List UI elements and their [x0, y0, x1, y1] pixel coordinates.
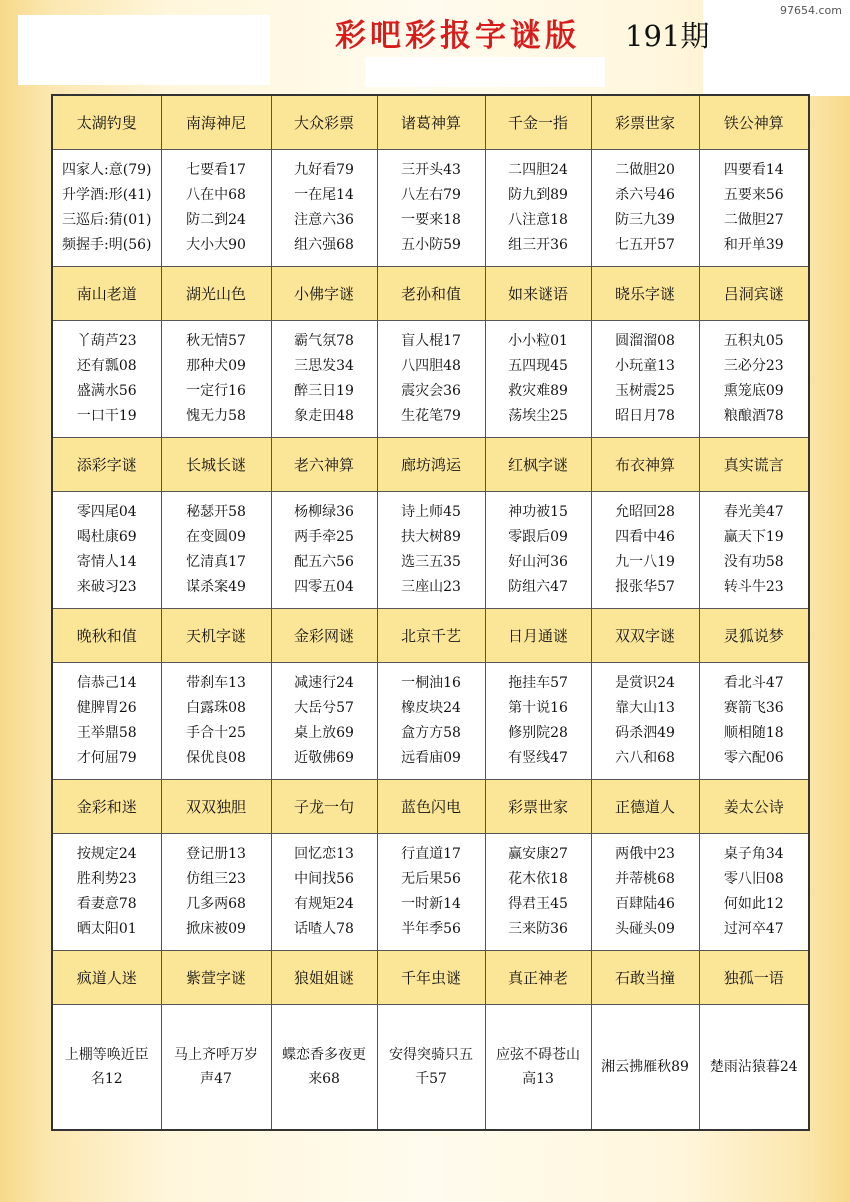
riddle-line: 一时新14: [401, 896, 461, 912]
riddle-line: 昭日月78: [615, 408, 675, 424]
riddle-line: 是赏识24: [615, 675, 675, 691]
column-source-name: 南山老道: [52, 267, 161, 321]
site-watermark: 97654.com: [780, 4, 842, 17]
header-row: [52, 267, 809, 321]
riddle-line: 得君王45: [508, 896, 568, 912]
riddle-line: 小玩童13: [615, 358, 675, 374]
riddle-line: 按规定24: [76, 846, 137, 862]
riddle-line: 零四尾04: [76, 504, 137, 520]
riddle-cell: [52, 150, 161, 267]
column-source-name: 诸葛神算: [377, 95, 485, 150]
riddle-line: 三思发34: [294, 358, 354, 374]
riddle-cell: [161, 663, 271, 780]
riddle-line: 防九到89: [508, 187, 568, 203]
riddle-line: 震灾会36: [401, 383, 461, 399]
riddle-line: 转斗牛23: [723, 579, 784, 595]
riddle-line: 橡皮块24: [401, 700, 461, 716]
riddle-cell: [591, 1005, 699, 1131]
riddle-line: 注意六36: [294, 212, 354, 228]
column-source-name: 小佛字谜: [271, 267, 377, 321]
riddle-grid: [51, 94, 810, 1131]
riddle-line: 还有瓢08: [76, 358, 137, 374]
riddle-line: 晒太阳01: [76, 921, 137, 937]
riddle-line: 玉树震25: [615, 383, 675, 399]
riddle-line: 春光美47: [723, 504, 784, 520]
riddle-cell: [485, 321, 591, 438]
page-title: 彩吧彩报字谜版: [335, 18, 580, 54]
riddle-line: 掀床被09: [186, 921, 246, 937]
column-source-name: 真实谎言: [699, 438, 809, 492]
riddle-line: 看北斗47: [723, 675, 784, 691]
riddle-line: 带刹车13: [186, 675, 246, 691]
blank-header-block-middle: [365, 57, 605, 87]
column-source-name: 姜太公诗: [699, 780, 809, 834]
riddle-line: 一要来18: [401, 212, 461, 228]
riddle-line: 有竖线47: [508, 750, 568, 766]
column-source-name: 千年虫谜: [377, 951, 485, 1005]
riddle-line: 选三五35: [401, 554, 461, 570]
riddle-line: 一在尾14: [294, 187, 354, 203]
riddle-line: 行直道17: [401, 846, 461, 862]
riddle-line: 回忆恋13: [294, 846, 354, 862]
riddle-poem-line: 四家人:意(79): [62, 162, 152, 178]
riddle-line: 荡埃尘25: [508, 408, 568, 424]
riddle-line: 五四现45: [508, 358, 568, 374]
riddle-line: 杀六号46: [615, 187, 675, 203]
column-source-name: 彩票世家: [485, 780, 591, 834]
riddle-line: 零六配06: [723, 750, 784, 766]
column-source-name: 湖光山色: [161, 267, 271, 321]
riddle-line: 二四胆24: [508, 162, 568, 178]
riddle-line: 没有功58: [723, 554, 784, 570]
riddle-line: 五要来56: [723, 187, 784, 203]
riddle-line: 三座山23: [401, 579, 461, 595]
riddle-line: 零跟后09: [508, 529, 568, 545]
riddle-line: 防组六47: [508, 579, 568, 595]
riddle-line: 五小防59: [401, 237, 461, 253]
riddle-line: 修别院28: [508, 725, 568, 741]
header-row: [52, 438, 809, 492]
riddle-cell: [699, 663, 809, 780]
riddle-line: 拖挂车57: [508, 675, 568, 691]
riddle-line: 桌上放69: [294, 725, 354, 741]
riddle-poem-line: 蝶恋香多夜更来68: [282, 1047, 366, 1087]
column-source-name: 狼姐姐谜: [271, 951, 377, 1005]
riddle-line: 花木依18: [508, 871, 568, 887]
riddle-line: 近敬佛69: [294, 750, 354, 766]
riddle-line: 七要看17: [186, 162, 246, 178]
riddle-line: 减速行24: [294, 675, 354, 691]
riddle-line: 圆溜溜08: [615, 333, 675, 349]
riddle-cell: [699, 1005, 809, 1131]
riddle-line: 神功被15: [508, 504, 568, 520]
riddle-line: 大小大90: [186, 237, 246, 253]
riddle-cell: [485, 663, 591, 780]
riddle-line: 胜利势23: [76, 871, 137, 887]
column-source-name: 千金一指: [485, 95, 591, 150]
riddle-cell: [271, 150, 377, 267]
riddle-poem-line: 应弦不碍苍山高13: [496, 1047, 580, 1087]
riddle-cell: [591, 150, 699, 267]
riddle-line: 过河卒47: [723, 921, 784, 937]
column-source-name: 子龙一句: [271, 780, 377, 834]
riddle-cell: [699, 834, 809, 951]
riddle-cell: [591, 834, 699, 951]
column-source-name: 紫萱字谜: [161, 951, 271, 1005]
riddle-line: 两俄中23: [615, 846, 675, 862]
column-source-name: 北京千艺: [377, 609, 485, 663]
riddle-line: 三必分23: [723, 358, 784, 374]
riddle-line: 八在中68: [186, 187, 246, 203]
column-source-name: 灵狐说梦: [699, 609, 809, 663]
riddle-line: 防三九39: [615, 212, 675, 228]
riddle-cell: [699, 321, 809, 438]
column-source-name: 日月通谜: [485, 609, 591, 663]
riddle-cell: [52, 834, 161, 951]
riddle-line: 五积丸05: [723, 333, 784, 349]
riddle-line: 桌子角34: [723, 846, 784, 862]
riddle-line: 组六强68: [294, 237, 354, 253]
riddle-poem-line: 马上齐呼万岁声47: [174, 1047, 258, 1087]
riddle-line: 几多两68: [186, 896, 246, 912]
riddle-line: 头碰头09: [615, 921, 675, 937]
riddle-cell: [699, 492, 809, 609]
riddle-line: 健脾胃26: [76, 700, 137, 716]
riddle-cell: [377, 492, 485, 609]
riddle-cell: [52, 663, 161, 780]
riddle-line: 有规矩24: [294, 896, 354, 912]
column-source-name: 疯道人迷: [52, 951, 161, 1005]
riddle-line: 八注意18: [508, 212, 568, 228]
riddle-line: 粮酿酒78: [723, 408, 784, 424]
riddle-poem-line: 安得突骑只五千57: [389, 1047, 473, 1087]
riddle-cell: [161, 150, 271, 267]
riddle-line: 信恭己14: [76, 675, 137, 691]
column-source-name: 南海神尼: [161, 95, 271, 150]
riddle-line: 赢天下19: [723, 529, 784, 545]
riddle-line: 手合十25: [186, 725, 246, 741]
riddle-line: 一桐油16: [401, 675, 461, 691]
riddle-line: 六八和68: [615, 750, 675, 766]
riddle-line: 和开单39: [723, 237, 784, 253]
column-source-name: 双双字谜: [591, 609, 699, 663]
riddle-line: 好山河36: [508, 554, 568, 570]
column-source-name: 正德道人: [591, 780, 699, 834]
riddle-line: 保优良08: [186, 750, 246, 766]
column-source-name: 吕洞宾谜: [699, 267, 809, 321]
riddle-line: 八左右79: [401, 187, 461, 203]
column-source-name: 布衣神算: [591, 438, 699, 492]
riddle-line: 码杀泗49: [615, 725, 675, 741]
riddle-line: 忆清真17: [186, 554, 246, 570]
riddle-line: 半年季56: [401, 921, 461, 937]
riddle-cell: [377, 1005, 485, 1131]
riddle-cell: [377, 663, 485, 780]
riddle-cell: [591, 492, 699, 609]
riddle-line: 顺相随18: [723, 725, 784, 741]
riddle-line: 远看庙09: [401, 750, 461, 766]
column-source-name: 真正神老: [485, 951, 591, 1005]
riddle-line: 盛满水56: [76, 383, 137, 399]
riddle-row: [52, 663, 809, 780]
riddle-cell: [485, 492, 591, 609]
riddle-line: 白露珠08: [186, 700, 246, 716]
riddle-line: 杨柳绿36: [294, 504, 354, 520]
riddle-line: 象走田48: [294, 408, 354, 424]
column-source-name: 金彩网谜: [271, 609, 377, 663]
column-source-name: 铁公神算: [699, 95, 809, 150]
riddle-row: [52, 321, 809, 438]
riddle-line: 扶大树89: [401, 529, 461, 545]
riddle-line: 何如此12: [723, 896, 784, 912]
riddle-line: 湘云拂雁秋89: [601, 1059, 689, 1075]
riddle-line: 二做胆20: [615, 162, 675, 178]
riddle-poem-line: 升学酒:形(41): [62, 187, 152, 203]
column-source-name: 蓝色闪电: [377, 780, 485, 834]
column-source-name: 太湖钓叟: [52, 95, 161, 150]
riddle-row: [52, 834, 809, 951]
riddle-row: [52, 1005, 809, 1131]
riddle-line: 王举鼎58: [76, 725, 137, 741]
riddle-line: 四要看14: [723, 162, 784, 178]
riddle-line: 一定行16: [186, 383, 246, 399]
riddle-line: 赢安康27: [508, 846, 568, 862]
riddle-line: 话喳人78: [294, 921, 354, 937]
riddle-cell: [485, 1005, 591, 1131]
riddle-line: 小小粒01: [508, 333, 568, 349]
riddle-line: 那种犬09: [186, 358, 246, 374]
riddle-line: 看妻意78: [76, 896, 137, 912]
riddle-line: 三开头43: [401, 162, 461, 178]
column-source-name: 金彩和迷: [52, 780, 161, 834]
riddle-poem-line: 上棚等唤近臣名12: [64, 1047, 149, 1087]
riddle-cell: [52, 1005, 161, 1131]
riddle-cell: [271, 663, 377, 780]
riddle-cell: [485, 150, 591, 267]
riddle-line: 防二到24: [186, 212, 246, 228]
riddle-line: 百肆陆46: [615, 896, 675, 912]
riddle-cell: [699, 150, 809, 267]
riddle-cell: [591, 663, 699, 780]
riddle-line: 二做胆27: [723, 212, 784, 228]
header-row: [52, 780, 809, 834]
header-row: [52, 951, 809, 1005]
riddle-line: 允昭回28: [615, 504, 675, 520]
riddle-cell: [271, 1005, 377, 1131]
riddle-cell: [377, 150, 485, 267]
riddle-line: 谋杀案49: [186, 579, 246, 595]
riddle-cell: [377, 834, 485, 951]
riddle-line: 四看中46: [615, 529, 675, 545]
column-source-name: 廊坊鸿运: [377, 438, 485, 492]
column-source-name: 石敢当撞: [591, 951, 699, 1005]
blank-header-block-left: [18, 15, 270, 85]
riddle-line: 四零五04: [294, 579, 354, 595]
column-source-name: 长城长谜: [161, 438, 271, 492]
riddle-line: 寄情人14: [76, 554, 137, 570]
riddle-line: 盒方方58: [401, 725, 461, 741]
column-source-name: 彩票世家: [591, 95, 699, 150]
column-source-name: 晓乐字谜: [591, 267, 699, 321]
riddle-cell: [52, 492, 161, 609]
riddle-cell: [161, 1005, 271, 1131]
riddle-cell: [271, 834, 377, 951]
riddle-line: 秋无情57: [186, 333, 246, 349]
riddle-cell: [271, 321, 377, 438]
riddle-cell: [271, 492, 377, 609]
riddle-line: 登记册13: [186, 846, 246, 862]
riddle-line: 两手牵25: [294, 529, 354, 545]
riddle-line: 愧无力58: [186, 408, 246, 424]
riddle-cell: [161, 321, 271, 438]
riddle-cell: [161, 834, 271, 951]
riddle-poem-line: 频握手:明(56): [62, 237, 152, 253]
riddle-line: 七五开57: [615, 237, 675, 253]
riddle-cell: [485, 834, 591, 951]
riddle-line: 九一八19: [615, 554, 675, 570]
riddle-row: [52, 150, 809, 267]
riddle-line: 秘瑟开58: [186, 504, 246, 520]
riddle-row: [52, 492, 809, 609]
riddle-line: 救灾难89: [508, 383, 568, 399]
riddle-line: 并蒂桃68: [615, 871, 675, 887]
riddle-line: 零八旧08: [723, 871, 784, 887]
riddle-line: 醉三日19: [294, 383, 354, 399]
riddle-line: 赛箭飞36: [723, 700, 784, 716]
column-source-name: 红枫字谜: [485, 438, 591, 492]
riddle-cell: [161, 492, 271, 609]
column-source-name: 大众彩票: [271, 95, 377, 150]
riddle-line: 才何屈79: [76, 750, 137, 766]
riddle-cell: [591, 321, 699, 438]
riddle-line: 生花笔79: [401, 408, 461, 424]
riddle-line: 配五六56: [294, 554, 354, 570]
riddle-line: 盲人棍17: [401, 333, 461, 349]
riddle-line: 无后果56: [401, 871, 461, 887]
riddle-line: 霸气氛78: [294, 333, 354, 349]
riddle-line: 在变圆09: [186, 529, 246, 545]
header-row: [52, 609, 809, 663]
column-source-name: 双双独胆: [161, 780, 271, 834]
column-source-name: 如来谜语: [485, 267, 591, 321]
riddle-line: 丫葫芦23: [76, 333, 137, 349]
column-source-name: 独孤一语: [699, 951, 809, 1005]
riddle-line: 九好看79: [294, 162, 354, 178]
column-source-name: 晚秋和值: [52, 609, 161, 663]
riddle-line: 仿组三23: [186, 871, 246, 887]
column-source-name: 添彩字谜: [52, 438, 161, 492]
column-source-name: 老孙和值: [377, 267, 485, 321]
riddle-line: 八四胆48: [401, 358, 461, 374]
header-row: [52, 95, 809, 150]
riddle-line: 中间找56: [294, 871, 354, 887]
riddle-line: 熏笼底09: [723, 383, 784, 399]
riddle-cell: [377, 321, 485, 438]
riddle-line: 三来防36: [508, 921, 568, 937]
riddle-line: 一口干19: [76, 408, 137, 424]
riddle-poem-line: 三巡后:猜(01): [62, 212, 152, 228]
riddle-line: 第十说16: [508, 700, 568, 716]
riddle-cell: [52, 321, 161, 438]
riddle-line: 诗上师45: [401, 504, 461, 520]
riddle-line: 靠大山13: [615, 700, 675, 716]
riddle-line: 报张华57: [615, 579, 675, 595]
issue-number: 191期: [625, 19, 710, 53]
riddle-line: 楚雨沾猿暮24: [709, 1059, 798, 1075]
riddle-line: 大岳兮57: [294, 700, 354, 716]
riddle-line: 喝杜康69: [76, 529, 137, 545]
column-source-name: 天机字谜: [161, 609, 271, 663]
riddle-line: 来破习23: [76, 579, 137, 595]
column-source-name: 老六神算: [271, 438, 377, 492]
riddle-line: 组三开36: [508, 237, 568, 253]
